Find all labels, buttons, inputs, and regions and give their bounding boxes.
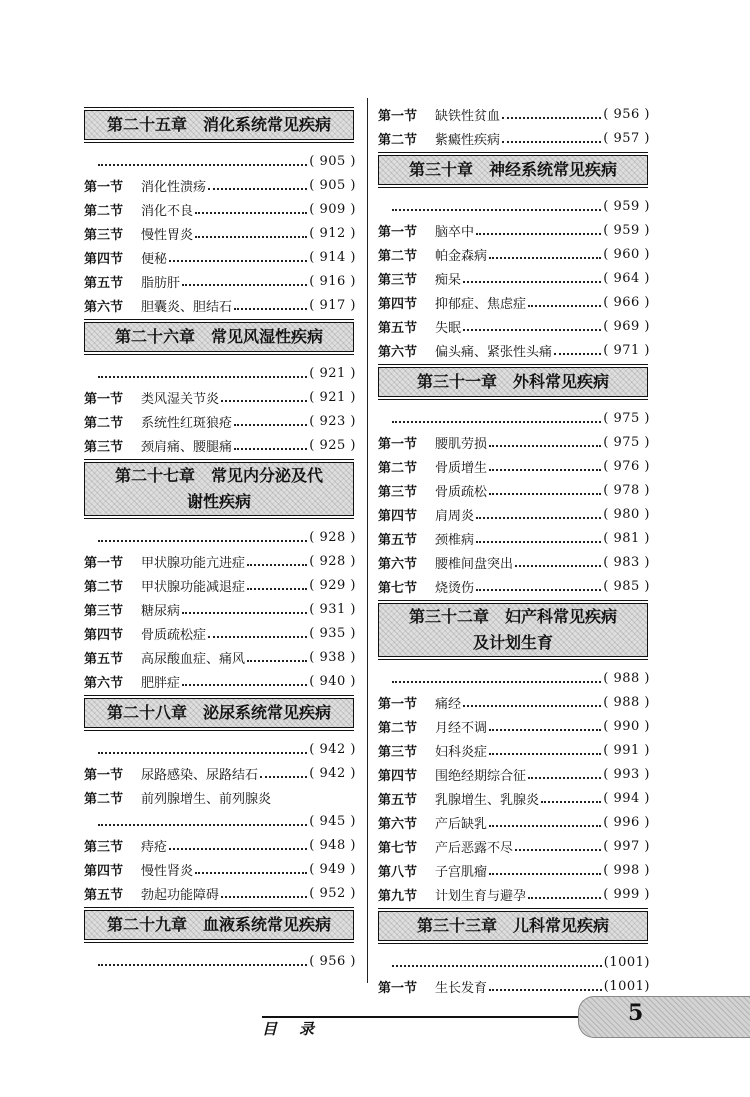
dot-leader <box>221 399 307 402</box>
page-number-tab <box>578 996 750 1038</box>
section-number: 第八节 <box>378 864 418 880</box>
dot-leader <box>489 824 601 827</box>
dot-leader <box>489 728 601 731</box>
section-number: 第一节 <box>84 555 124 571</box>
page-ref: ( 905 ) <box>309 153 356 169</box>
toc-entry <box>378 763 650 785</box>
dot-leader <box>392 208 601 211</box>
page-ref: ( 964 ) <box>603 270 650 286</box>
dot-leader <box>554 352 601 355</box>
dot-leader <box>489 444 601 447</box>
toc-entry <box>378 691 650 713</box>
page-ref: ( 929 ) <box>309 577 356 593</box>
page-ref: ( 983 ) <box>603 554 650 570</box>
toc-entry <box>84 622 356 644</box>
toc-entry <box>378 975 650 997</box>
toc-entry <box>378 243 650 265</box>
dot-leader <box>98 751 307 754</box>
toc-entry <box>84 858 356 880</box>
section-title: 痛经 <box>435 696 462 712</box>
section-number: 第六节 <box>378 344 418 360</box>
page-ref: ( 991 ) <box>603 742 650 758</box>
page-ref: ( 993 ) <box>603 766 650 782</box>
dot-leader <box>489 256 601 259</box>
toc-page-line <box>84 810 356 832</box>
toc-page-line <box>84 950 356 972</box>
page-ref: ( 975 ) <box>603 410 650 426</box>
section-title: 甲状腺功能亢进症 <box>141 555 246 571</box>
dot-leader <box>502 116 601 119</box>
dot-leader <box>528 896 601 899</box>
page-ref: ( 909 ) <box>309 201 356 217</box>
dot-leader <box>489 468 601 471</box>
page-ref: ( 959 ) <box>603 222 650 238</box>
dot-leader <box>489 752 601 755</box>
footer-section-label: 目录 <box>262 1020 337 1038</box>
section-title: 计划生育与避孕 <box>435 888 527 904</box>
page-ref: ( 976 ) <box>603 458 650 474</box>
page-ref: ( 985 ) <box>603 578 650 594</box>
dot-leader <box>169 847 307 850</box>
dot-leader <box>392 964 602 967</box>
section-title: 子宫肌瘤 <box>435 864 488 880</box>
section-title: 妇科炎症 <box>435 744 488 760</box>
section-number: 第一节 <box>378 108 418 124</box>
section-number: 第五节 <box>84 651 124 667</box>
page-ref: ( 994 ) <box>603 790 650 806</box>
section-title: 抑郁症、焦虑症 <box>435 296 527 312</box>
dot-leader <box>195 871 307 874</box>
toc-entry <box>378 219 650 241</box>
section-title: 慢性肾炎 <box>141 863 194 879</box>
section-title: 脂肪肝 <box>141 275 181 291</box>
section-number: 第四节 <box>84 627 124 643</box>
dot-leader <box>195 235 307 238</box>
section-number: 第二节 <box>378 132 418 148</box>
toc-entry <box>378 339 650 361</box>
dot-leader <box>463 280 601 283</box>
section-title: 紫癜性疾病 <box>435 132 501 148</box>
toc-page-line <box>378 195 650 217</box>
page-ref: ( 948 ) <box>309 837 356 853</box>
page-ref: ( 959 ) <box>603 198 650 214</box>
page-ref: ( 980 ) <box>603 506 650 522</box>
section-title: 缺铁性贫血 <box>435 108 501 124</box>
section-title: 类风湿关节炎 <box>141 391 220 407</box>
toc-entry <box>378 127 650 149</box>
toc-entry <box>378 315 650 337</box>
page-ref: ( 928 ) <box>309 553 356 569</box>
dot-leader <box>392 420 601 423</box>
section-title: 痴呆 <box>435 272 462 288</box>
chapter-heading: 第二十七章 常见内分泌及代 谢性疾病 <box>84 462 354 516</box>
section-title: 勃起功能障碍 <box>141 887 220 903</box>
section-title: 烧烫伤 <box>435 580 475 596</box>
dot-leader <box>247 587 307 590</box>
dot-leader <box>98 539 307 542</box>
page-ref: ( 923 ) <box>309 413 356 429</box>
toc-entry <box>378 739 650 761</box>
toc-entry <box>84 174 356 196</box>
section-number: 第五节 <box>378 792 418 808</box>
section-number: 第五节 <box>84 887 124 903</box>
page-ref: (1001) <box>603 954 650 970</box>
toc-entry <box>84 294 356 316</box>
chapter-heading: 第三十一章 外科常见疾病 <box>378 367 648 397</box>
toc-entry <box>378 551 650 573</box>
page-ref: ( 935 ) <box>309 625 356 641</box>
page-ref: ( 971 ) <box>603 342 650 358</box>
dot-leader <box>182 283 307 286</box>
toc-entry <box>378 291 650 313</box>
dot-leader <box>541 800 601 803</box>
toc-page-line <box>378 951 650 973</box>
section-title: 骨质疏松 <box>435 484 488 500</box>
dot-leader <box>247 659 307 662</box>
page-ref: ( 997 ) <box>603 838 650 854</box>
page-ref: ( 969 ) <box>603 318 650 334</box>
toc-entry <box>378 455 650 477</box>
section-number: 第二节 <box>378 720 418 736</box>
dot-leader <box>528 304 601 307</box>
page-ref: ( 931 ) <box>309 601 356 617</box>
chapter-heading: 第二十八章 泌尿系统常见疾病 <box>84 698 354 728</box>
section-number: 第五节 <box>378 320 418 336</box>
page-ref: ( 905 ) <box>309 177 356 193</box>
section-title: 脑卒中 <box>435 224 475 240</box>
toc-entry <box>378 503 650 525</box>
section-number: 第三节 <box>84 227 124 243</box>
dot-leader <box>98 375 307 378</box>
toc-entry <box>84 598 356 620</box>
section-number: 第三节 <box>84 603 124 619</box>
section-number: 第五节 <box>84 275 124 291</box>
dot-leader <box>98 963 307 966</box>
section-number: 第六节 <box>84 299 124 315</box>
section-title: 胆囊炎、胆结石 <box>141 299 233 315</box>
dot-leader <box>182 611 307 614</box>
toc-entry <box>378 431 650 453</box>
section-title: 围绝经期综合征 <box>435 768 527 784</box>
section-number: 第二节 <box>378 248 418 264</box>
page-ref: ( 916 ) <box>309 273 356 289</box>
toc-entry <box>84 834 356 856</box>
section-number: 第四节 <box>378 508 418 524</box>
page-ref: ( 952 ) <box>309 885 356 901</box>
section-number: 第七节 <box>378 580 418 596</box>
toc-page-line <box>84 362 356 384</box>
dot-leader <box>515 848 601 851</box>
toc-entry <box>84 410 356 432</box>
section-number: 第七节 <box>378 840 418 856</box>
section-title: 腰椎间盘突出 <box>435 556 514 572</box>
section-number: 第九节 <box>378 888 418 904</box>
dot-leader <box>463 328 601 331</box>
section-number: 第三节 <box>84 439 124 455</box>
section-title: 产后缺乳 <box>435 816 488 832</box>
section-title: 痔疮 <box>141 839 168 855</box>
toc-entry <box>378 103 650 125</box>
chapter-heading: 第三十三章 儿科常见疾病 <box>378 911 648 941</box>
section-number: 第二节 <box>378 460 418 476</box>
toc-page-line <box>378 407 650 429</box>
toc-entry <box>378 787 650 809</box>
page-ref: ( 998 ) <box>603 862 650 878</box>
section-number: 第二节 <box>84 203 124 219</box>
section-number: 第四节 <box>378 768 418 784</box>
section-number: 第三节 <box>378 484 418 500</box>
page-ref: ( 925 ) <box>309 437 356 453</box>
section-number: 第一节 <box>378 436 418 452</box>
page-ref: ( 999 ) <box>603 886 650 902</box>
dot-leader <box>247 563 307 566</box>
section-number: 第二节 <box>84 791 124 807</box>
page-ref: ( 942 ) <box>309 765 356 781</box>
section-title: 肩周炎 <box>435 508 475 524</box>
page-ref: ( 988 ) <box>603 670 650 686</box>
section-number: 第六节 <box>378 556 418 572</box>
dot-leader <box>502 140 601 143</box>
toc-entry <box>378 859 650 881</box>
toc-entry <box>84 882 356 904</box>
page-ref: ( 917 ) <box>309 297 356 313</box>
section-title: 腰肌劳损 <box>435 436 488 452</box>
section-title: 便秘 <box>141 251 168 267</box>
section-title: 生长发育 <box>435 980 488 996</box>
toc-entry <box>84 762 356 784</box>
toc-entry <box>84 646 356 668</box>
page-ref: ( 942 ) <box>309 741 356 757</box>
toc-entry <box>378 715 650 737</box>
dot-leader <box>489 988 602 991</box>
chapter-heading: 第二十五章 消化系统常见疾病 <box>84 110 354 140</box>
page-ref: ( 960 ) <box>603 246 650 262</box>
page-ref: ( 914 ) <box>309 249 356 265</box>
dot-leader <box>169 259 307 262</box>
section-number: 第三节 <box>378 272 418 288</box>
dot-leader <box>98 823 307 826</box>
toc-entry <box>84 386 356 408</box>
dot-leader <box>234 307 307 310</box>
dot-leader <box>208 635 307 638</box>
toc-entry <box>84 270 356 292</box>
section-title: 失眠 <box>435 320 462 336</box>
page-number: 5 <box>628 1000 644 1026</box>
page-ref: ( 981 ) <box>603 530 650 546</box>
dot-leader <box>515 564 601 567</box>
section-title: 月经不调 <box>435 720 488 736</box>
toc-page-line <box>84 150 356 172</box>
page-ref: ( 945 ) <box>309 813 356 829</box>
page-ref: ( 978 ) <box>603 482 650 498</box>
dot-leader <box>392 680 601 683</box>
section-number: 第三节 <box>84 839 124 855</box>
section-number: 第一节 <box>84 767 124 783</box>
dot-leader <box>182 683 307 686</box>
section-title: 产后恶露不尽 <box>435 840 514 856</box>
dot-leader <box>476 516 601 519</box>
column-divider <box>367 98 368 983</box>
dot-leader <box>476 588 601 591</box>
chapter-heading: 第三十章 神经系统常见疾病 <box>378 155 648 185</box>
toc-entry <box>378 479 650 501</box>
page-ref: ( 957 ) <box>603 130 650 146</box>
page-ref: ( 988 ) <box>603 694 650 710</box>
section-title: 慢性胃炎 <box>141 227 194 243</box>
section-number: 第六节 <box>378 816 418 832</box>
section-title: 骨质疏松症 <box>141 627 207 643</box>
section-number: 第三节 <box>378 744 418 760</box>
dot-leader <box>476 232 601 235</box>
dot-leader <box>208 187 307 190</box>
section-title: 乳腺增生、乳腺炎 <box>435 792 540 808</box>
page-ref: ( 949 ) <box>309 861 356 877</box>
toc-entry <box>378 811 650 833</box>
section-number: 第五节 <box>378 532 418 548</box>
page-ref: ( 996 ) <box>603 814 650 830</box>
page-ref: ( 966 ) <box>603 294 650 310</box>
page-ref: ( 975 ) <box>603 434 650 450</box>
page-ref: ( 938 ) <box>309 649 356 665</box>
dot-leader <box>489 492 601 495</box>
toc-entry <box>84 670 356 692</box>
section-title: 帕金森病 <box>435 248 488 264</box>
toc-entry <box>84 574 356 596</box>
page-ref: ( 990 ) <box>603 718 650 734</box>
page-ref: ( 940 ) <box>309 673 356 689</box>
page-ref: ( 921 ) <box>309 389 356 405</box>
section-title: 消化不良 <box>141 203 194 219</box>
toc-page-line <box>84 526 356 548</box>
section-number: 第四节 <box>84 251 124 267</box>
section-title: 高尿酸血症、痛风 <box>141 651 246 667</box>
section-title: 甲状腺功能减退症 <box>141 579 246 595</box>
toc-entry <box>378 527 650 549</box>
section-number: 第二节 <box>84 579 124 595</box>
dot-leader <box>528 776 601 779</box>
page-ref: ( 956 ) <box>603 106 650 122</box>
section-title: 颈肩痛、腰腿痛 <box>141 439 233 455</box>
chapter-heading: 第二十六章 常见风湿性疾病 <box>84 322 354 352</box>
dot-leader <box>221 895 307 898</box>
toc-entry <box>84 246 356 268</box>
toc-entry <box>84 198 356 220</box>
page-ref: ( 928 ) <box>309 529 356 545</box>
section-number: 第二节 <box>84 415 124 431</box>
section-number: 第一节 <box>84 179 124 195</box>
section-title: 骨质增生 <box>435 460 488 476</box>
toc-entry <box>84 434 356 456</box>
dot-leader <box>476 540 601 543</box>
section-title: 偏头痛、紧张性头痛 <box>435 344 553 360</box>
section-title: 肥胖症 <box>141 675 181 691</box>
toc-entry <box>84 786 356 808</box>
section-title: 系统性红斑狼疮 <box>141 415 233 431</box>
section-number: 第一节 <box>84 391 124 407</box>
section-title: 消化性溃疡 <box>141 179 207 195</box>
section-number: 第四节 <box>378 296 418 312</box>
toc-entry <box>378 835 650 857</box>
toc-page-line <box>84 738 356 760</box>
page-ref: ( 921 ) <box>309 365 356 381</box>
dot-leader <box>463 704 601 707</box>
dot-leader <box>234 447 307 450</box>
section-title: 尿路感染、尿路结石 <box>141 767 259 783</box>
toc-entry <box>84 222 356 244</box>
dot-leader <box>98 163 307 166</box>
toc-entry <box>378 575 650 597</box>
toc-entry <box>378 267 650 289</box>
page-ref: ( 912 ) <box>309 225 356 241</box>
section-title: 前列腺增生、前列腺炎 <box>141 791 272 807</box>
toc-entry <box>378 883 650 905</box>
section-title: 颈椎病 <box>435 532 475 548</box>
section-title: 糖尿病 <box>141 603 181 619</box>
section-number: 第一节 <box>378 696 418 712</box>
section-number: 第四节 <box>84 863 124 879</box>
chapter-heading: 第二十九章 血液系统常见疾病 <box>84 910 354 940</box>
toc-page-line <box>378 667 650 689</box>
toc-entry <box>84 550 356 572</box>
section-number: 第一节 <box>378 224 418 240</box>
dot-leader <box>260 775 307 778</box>
page-ref: (1001) <box>603 978 650 994</box>
dot-leader <box>195 211 307 214</box>
section-number: 第六节 <box>84 675 124 691</box>
page-ref: ( 956 ) <box>309 953 356 969</box>
section-number: 第一节 <box>378 980 418 996</box>
dot-leader <box>489 872 601 875</box>
dot-leader <box>234 423 307 426</box>
chapter-heading: 第三十二章 妇产科常见疾病 及计划生育 <box>378 603 648 657</box>
